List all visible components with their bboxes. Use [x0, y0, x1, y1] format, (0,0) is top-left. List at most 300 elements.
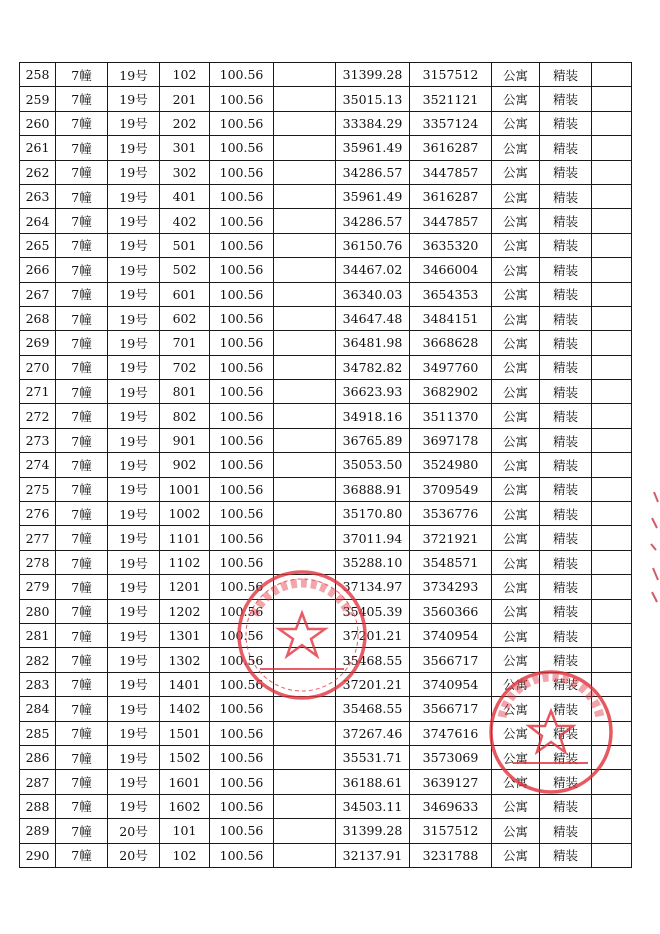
table-cell: 公寓: [492, 697, 540, 721]
table-cell: 公寓: [492, 428, 540, 452]
table-cell: [592, 63, 632, 87]
table-cell: 公寓: [492, 136, 540, 160]
table-cell: 1002: [160, 502, 210, 526]
table-cell: 公寓: [492, 477, 540, 501]
table-cell: 精装: [540, 575, 592, 599]
table-cell: 3709549: [410, 477, 492, 501]
table-cell: 精装: [540, 428, 592, 452]
table-cell: 3469633: [410, 794, 492, 818]
table-cell: 1201: [160, 575, 210, 599]
table-cell: [592, 477, 632, 501]
table-cell: 36623.93: [336, 380, 410, 404]
table-cell: 公寓: [492, 599, 540, 623]
table-cell: [592, 233, 632, 257]
table-cell: 263: [20, 184, 56, 208]
table-cell: 33384.29: [336, 111, 410, 135]
table-cell: 公寓: [492, 623, 540, 647]
table-cell: 19号: [108, 575, 160, 599]
table-cell: 1501: [160, 721, 210, 745]
table-cell: 35468.55: [336, 697, 410, 721]
table-cell: [592, 672, 632, 696]
table-cell: 501: [160, 233, 210, 257]
table-cell: [592, 306, 632, 330]
table-cell: 19号: [108, 87, 160, 111]
table-cell: 100.56: [210, 136, 274, 160]
table-cell: [274, 258, 336, 282]
table-cell: 7幢: [56, 306, 108, 330]
table-cell: 274: [20, 453, 56, 477]
table-cell: [274, 453, 336, 477]
table-cell: 公寓: [492, 63, 540, 87]
table-cell: 精装: [540, 111, 592, 135]
table-cell: [274, 575, 336, 599]
table-cell: 公寓: [492, 111, 540, 135]
table-cell: 284: [20, 697, 56, 721]
table-cell: [274, 745, 336, 769]
table-cell: 35288.10: [336, 550, 410, 574]
table-cell: 精装: [540, 355, 592, 379]
table-cell: [274, 477, 336, 501]
table-cell: 100.56: [210, 428, 274, 452]
table-cell: 1202: [160, 599, 210, 623]
table-cell: 3521121: [410, 87, 492, 111]
table-cell: 280: [20, 599, 56, 623]
table-cell: 100.56: [210, 794, 274, 818]
table-cell: [274, 380, 336, 404]
table-cell: 402: [160, 209, 210, 233]
table-cell: 3639127: [410, 770, 492, 794]
table-cell: 100.56: [210, 380, 274, 404]
table-cell: [592, 331, 632, 355]
table-cell: 公寓: [492, 282, 540, 306]
table-cell: 19号: [108, 526, 160, 550]
table-cell: 精装: [540, 648, 592, 672]
table-row: [20, 502, 632, 526]
table-cell: 260: [20, 111, 56, 135]
table-cell: 7幢: [56, 477, 108, 501]
table-cell: [274, 526, 336, 550]
table-cell: 精装: [540, 745, 592, 769]
table-cell: [592, 843, 632, 867]
table-cell: 35053.50: [336, 453, 410, 477]
table-cell: 100.56: [210, 63, 274, 87]
table-cell: 285: [20, 721, 56, 745]
table-cell: 100.56: [210, 502, 274, 526]
table-cell: 精装: [540, 794, 592, 818]
table-row: [20, 160, 632, 184]
table-cell: 19号: [108, 745, 160, 769]
table-cell: 32137.91: [336, 843, 410, 867]
table-cell: [592, 355, 632, 379]
table-cell: 34286.57: [336, 160, 410, 184]
table-row: [20, 599, 632, 623]
table-cell: 7幢: [56, 794, 108, 818]
table-cell: 7幢: [56, 209, 108, 233]
seal-fragment-icon: [648, 488, 660, 608]
table-cell: 7幢: [56, 843, 108, 867]
table-cell: [274, 428, 336, 452]
table-cell: 901: [160, 428, 210, 452]
table-cell: 100.56: [210, 184, 274, 208]
table-cell: 7幢: [56, 428, 108, 452]
table-cell: 36340.03: [336, 282, 410, 306]
table-body: [20, 63, 632, 868]
table-cell: 3747616: [410, 721, 492, 745]
table-row: [20, 453, 632, 477]
table-cell: [274, 672, 336, 696]
table-cell: 3231788: [410, 843, 492, 867]
table-cell: 精装: [540, 721, 592, 745]
table-cell: [274, 111, 336, 135]
table-cell: 3484151: [410, 306, 492, 330]
table-cell: 19号: [108, 111, 160, 135]
table-cell: 602: [160, 306, 210, 330]
table-cell: 277: [20, 526, 56, 550]
table-cell: 公寓: [492, 404, 540, 428]
table-cell: 37134.97: [336, 575, 410, 599]
table-cell: [592, 111, 632, 135]
table-cell: 公寓: [492, 770, 540, 794]
table-cell: 精装: [540, 160, 592, 184]
table-cell: 100.56: [210, 87, 274, 111]
table-cell: 36765.89: [336, 428, 410, 452]
table-cell: 19号: [108, 380, 160, 404]
table-cell: [592, 136, 632, 160]
table-cell: 19号: [108, 233, 160, 257]
table-cell: 公寓: [492, 306, 540, 330]
table-cell: [592, 209, 632, 233]
table-cell: [274, 770, 336, 794]
table-cell: 精装: [540, 258, 592, 282]
table-cell: [592, 87, 632, 111]
table-cell: 1302: [160, 648, 210, 672]
table-cell: 19号: [108, 428, 160, 452]
table-cell: 7幢: [56, 623, 108, 647]
table-cell: 276: [20, 502, 56, 526]
table-cell: 100.56: [210, 526, 274, 550]
table-cell: 7幢: [56, 526, 108, 550]
table-cell: 201: [160, 87, 210, 111]
table-cell: 100.56: [210, 721, 274, 745]
table-cell: 3447857: [410, 160, 492, 184]
table-cell: 7幢: [56, 258, 108, 282]
table-cell: 262: [20, 160, 56, 184]
table-cell: [592, 184, 632, 208]
table-cell: 精装: [540, 843, 592, 867]
table-cell: 100.56: [210, 477, 274, 501]
table-cell: 19号: [108, 331, 160, 355]
table-cell: 100.56: [210, 233, 274, 257]
table-cell: 7幢: [56, 575, 108, 599]
table-cell: 702: [160, 355, 210, 379]
table-cell: 7幢: [56, 282, 108, 306]
table-row: [20, 697, 632, 721]
housing-price-table: [19, 62, 632, 868]
table-cell: 公寓: [492, 453, 540, 477]
table-cell: 202: [160, 111, 210, 135]
table-row: [20, 819, 632, 843]
table-cell: 7幢: [56, 599, 108, 623]
table-cell: [592, 745, 632, 769]
table-cell: 7幢: [56, 453, 108, 477]
table-cell: 19号: [108, 282, 160, 306]
table-cell: 273: [20, 428, 56, 452]
table-row: [20, 575, 632, 599]
table-cell: 100.56: [210, 160, 274, 184]
table-cell: 271: [20, 380, 56, 404]
table-cell: [592, 258, 632, 282]
table-cell: 7幢: [56, 111, 108, 135]
table-cell: 3157512: [410, 63, 492, 87]
table-cell: 精装: [540, 209, 592, 233]
table-cell: 287: [20, 770, 56, 794]
table-row: [20, 550, 632, 574]
table-cell: 3466004: [410, 258, 492, 282]
table-cell: 100.56: [210, 331, 274, 355]
table-cell: 19号: [108, 721, 160, 745]
table-cell: 19号: [108, 355, 160, 379]
table-cell: 3635320: [410, 233, 492, 257]
table-cell: 36481.98: [336, 331, 410, 355]
table-cell: 7幢: [56, 331, 108, 355]
table-cell: [592, 623, 632, 647]
table-cell: 19号: [108, 404, 160, 428]
table-cell: [274, 599, 336, 623]
table-cell: 100.56: [210, 111, 274, 135]
table-cell: [592, 404, 632, 428]
table-cell: 3616287: [410, 136, 492, 160]
table-cell: 282: [20, 648, 56, 672]
table-row: [20, 477, 632, 501]
table-cell: 3573069: [410, 745, 492, 769]
table-cell: 100.56: [210, 404, 274, 428]
table-cell: [592, 819, 632, 843]
table-cell: 精装: [540, 404, 592, 428]
table-cell: 1602: [160, 794, 210, 818]
table-cell: 281: [20, 623, 56, 647]
table-row: [20, 258, 632, 282]
table-row: [20, 111, 632, 135]
table-cell: 3654353: [410, 282, 492, 306]
table-cell: 3524980: [410, 453, 492, 477]
table-cell: 7幢: [56, 63, 108, 87]
table-cell: 7幢: [56, 160, 108, 184]
table-cell: [592, 160, 632, 184]
table-cell: 35015.13: [336, 87, 410, 111]
table-cell: 精装: [540, 697, 592, 721]
table-cell: 3734293: [410, 575, 492, 599]
table-cell: 3721921: [410, 526, 492, 550]
table-cell: 34782.82: [336, 355, 410, 379]
table-cell: 502: [160, 258, 210, 282]
table-row: [20, 136, 632, 160]
table-cell: 3511370: [410, 404, 492, 428]
table-cell: 19号: [108, 550, 160, 574]
table-cell: 精装: [540, 136, 592, 160]
table-cell: [592, 526, 632, 550]
table-cell: 公寓: [492, 672, 540, 696]
table-cell: 37201.21: [336, 672, 410, 696]
table-cell: 31399.28: [336, 63, 410, 87]
table-row: [20, 672, 632, 696]
table-cell: 公寓: [492, 819, 540, 843]
table-cell: 19号: [108, 697, 160, 721]
table-cell: 100.56: [210, 819, 274, 843]
table-cell: 19号: [108, 184, 160, 208]
table-row: [20, 648, 632, 672]
table-cell: [274, 331, 336, 355]
table-cell: 102: [160, 63, 210, 87]
table-cell: 19号: [108, 648, 160, 672]
table-cell: 35961.49: [336, 136, 410, 160]
table-cell: 100.56: [210, 575, 274, 599]
table-cell: 100.56: [210, 745, 274, 769]
table-cell: [274, 502, 336, 526]
table-cell: 精装: [540, 282, 592, 306]
table-cell: [592, 697, 632, 721]
table-cell: 100.56: [210, 550, 274, 574]
table-cell: 272: [20, 404, 56, 428]
table-cell: 100.56: [210, 623, 274, 647]
table-cell: 802: [160, 404, 210, 428]
table-cell: [274, 355, 336, 379]
table-cell: 公寓: [492, 87, 540, 111]
table-cell: 100.56: [210, 599, 274, 623]
table-cell: 公寓: [492, 380, 540, 404]
table-cell: 261: [20, 136, 56, 160]
table-cell: 3740954: [410, 623, 492, 647]
table-cell: 公寓: [492, 209, 540, 233]
table-cell: 259: [20, 87, 56, 111]
table-cell: 35961.49: [336, 184, 410, 208]
table-cell: 20号: [108, 843, 160, 867]
table-cell: 精装: [540, 819, 592, 843]
table-cell: 266: [20, 258, 56, 282]
table-cell: [592, 428, 632, 452]
table-cell: 1601: [160, 770, 210, 794]
table-cell: 288: [20, 794, 56, 818]
table-row: [20, 745, 632, 769]
table-cell: [592, 794, 632, 818]
table-cell: 19号: [108, 160, 160, 184]
table-cell: 101: [160, 819, 210, 843]
table-cell: 7幢: [56, 672, 108, 696]
table-cell: 37201.21: [336, 623, 410, 647]
table-cell: 37011.94: [336, 526, 410, 550]
table-cell: 7幢: [56, 745, 108, 769]
table-cell: 公寓: [492, 502, 540, 526]
table-cell: 267: [20, 282, 56, 306]
table-cell: 公寓: [492, 526, 540, 550]
table-cell: 36150.76: [336, 233, 410, 257]
table-cell: 3157512: [410, 819, 492, 843]
table-row: [20, 87, 632, 111]
table-cell: 公寓: [492, 745, 540, 769]
table-row: [20, 184, 632, 208]
table-cell: 精装: [540, 599, 592, 623]
table-row: [20, 526, 632, 550]
table-cell: [274, 160, 336, 184]
table-cell: 290: [20, 843, 56, 867]
table-row: [20, 623, 632, 647]
table-row: [20, 233, 632, 257]
table-cell: 精装: [540, 453, 592, 477]
table-row: [20, 63, 632, 87]
table-row: [20, 721, 632, 745]
table-cell: [274, 136, 336, 160]
table-cell: 精装: [540, 477, 592, 501]
table-cell: 100.56: [210, 672, 274, 696]
table-cell: 19号: [108, 599, 160, 623]
table-cell: 7幢: [56, 648, 108, 672]
table-cell: 精装: [540, 672, 592, 696]
table-cell: 19号: [108, 794, 160, 818]
table-cell: 精装: [540, 233, 592, 257]
table-cell: 1502: [160, 745, 210, 769]
table-cell: [274, 233, 336, 257]
table-cell: 100.56: [210, 258, 274, 282]
table-cell: [274, 282, 336, 306]
table-cell: 3566717: [410, 697, 492, 721]
table-cell: 公寓: [492, 233, 540, 257]
table-cell: 34647.48: [336, 306, 410, 330]
table-cell: 3536776: [410, 502, 492, 526]
table-cell: 100.56: [210, 648, 274, 672]
table-cell: 264: [20, 209, 56, 233]
table-cell: 精装: [540, 502, 592, 526]
table-cell: 286: [20, 745, 56, 769]
table-cell: 35468.55: [336, 648, 410, 672]
table-cell: 37267.46: [336, 721, 410, 745]
table-cell: 1401: [160, 672, 210, 696]
table-row: [20, 282, 632, 306]
table-cell: 19号: [108, 623, 160, 647]
table-cell: 289: [20, 819, 56, 843]
table-row: [20, 794, 632, 818]
table-cell: 精装: [540, 770, 592, 794]
table-cell: 801: [160, 380, 210, 404]
table-cell: 7幢: [56, 355, 108, 379]
table-cell: 100.56: [210, 453, 274, 477]
table-cell: [274, 623, 336, 647]
table-row: [20, 380, 632, 404]
table-cell: 100.56: [210, 697, 274, 721]
table-cell: [592, 648, 632, 672]
table-cell: [592, 380, 632, 404]
table-cell: 公寓: [492, 794, 540, 818]
table-cell: 258: [20, 63, 56, 87]
table-cell: 7幢: [56, 502, 108, 526]
table-cell: [592, 770, 632, 794]
table-cell: 19号: [108, 502, 160, 526]
table-cell: 35531.71: [336, 745, 410, 769]
table-cell: 公寓: [492, 721, 540, 745]
table-cell: 1102: [160, 550, 210, 574]
table-cell: 19号: [108, 477, 160, 501]
table-cell: 278: [20, 550, 56, 574]
table-cell: 3357124: [410, 111, 492, 135]
table-cell: [592, 599, 632, 623]
table-cell: 3548571: [410, 550, 492, 574]
table-cell: 31399.28: [336, 819, 410, 843]
table-cell: 精装: [540, 380, 592, 404]
table-cell: 34286.57: [336, 209, 410, 233]
table-cell: 7幢: [56, 697, 108, 721]
table-row: [20, 209, 632, 233]
table-cell: 7幢: [56, 380, 108, 404]
table-cell: [274, 648, 336, 672]
table-cell: [274, 184, 336, 208]
